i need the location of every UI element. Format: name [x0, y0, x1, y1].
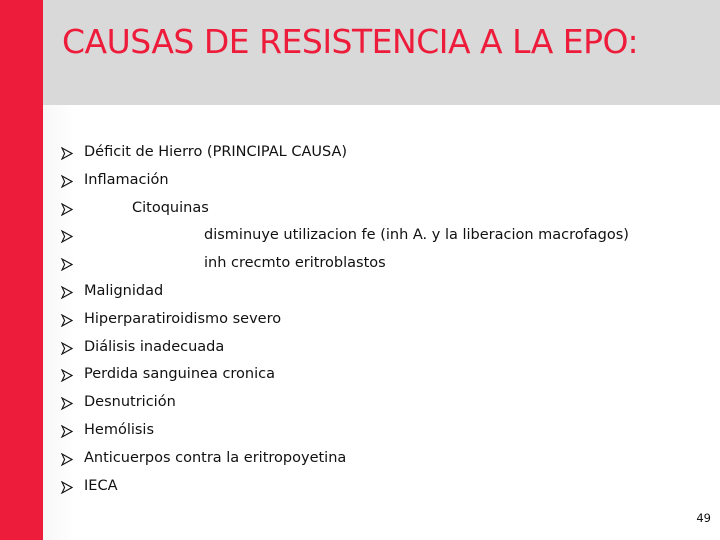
arrow-bullet-icon: [60, 425, 73, 438]
list-item-text: Desnutrición: [84, 394, 176, 411]
arrow-bullet-icon: [60, 481, 73, 494]
list-item-text: Citoquinas: [132, 199, 209, 216]
page-number: 49: [696, 511, 711, 525]
arrow-bullet-icon: [60, 203, 73, 216]
arrow-bullet-icon: [60, 397, 73, 410]
list-item-text: Hiperparatiroidismo severo: [84, 310, 282, 327]
arrow-bullet-icon: [60, 369, 73, 382]
list-item-text: disminuye utilizacion fe (inh A. y la liberacion macrofagos): [204, 227, 629, 244]
arrow-bullet-icon: [60, 286, 73, 299]
arrow-bullet-icon: [60, 314, 73, 327]
arrow-bullet-icon: [60, 453, 73, 466]
list-item-text: inh crecmto eritroblastos: [204, 255, 386, 272]
arrow-bullet-icon: [60, 175, 73, 188]
left-accent-bar: [0, 0, 43, 540]
list-item-text: Malignidad: [84, 282, 164, 299]
arrow-bullet-icon: [60, 342, 73, 355]
list-item-text: Inflamación: [84, 171, 169, 188]
slide-title: CAUSAS DE RESISTENCIA A LA EPO:: [62, 22, 639, 61]
list-item-text: Diálisis inadecuada: [84, 338, 225, 355]
list-item-text: Hemólisis: [84, 421, 155, 438]
arrow-bullet-icon: [60, 147, 73, 160]
list-item-text: IECA: [84, 477, 118, 494]
arrow-bullet-icon: [60, 258, 73, 271]
list-item-text: Perdida sanguinea cronica: [84, 366, 276, 383]
list-item-text: Déficit de Hierro (PRINCIPAL CAUSA): [84, 144, 348, 160]
arrow-bullet-icon: [60, 230, 73, 243]
list-item-text: Anticuerpos contra la eritropoyetina: [84, 449, 347, 466]
